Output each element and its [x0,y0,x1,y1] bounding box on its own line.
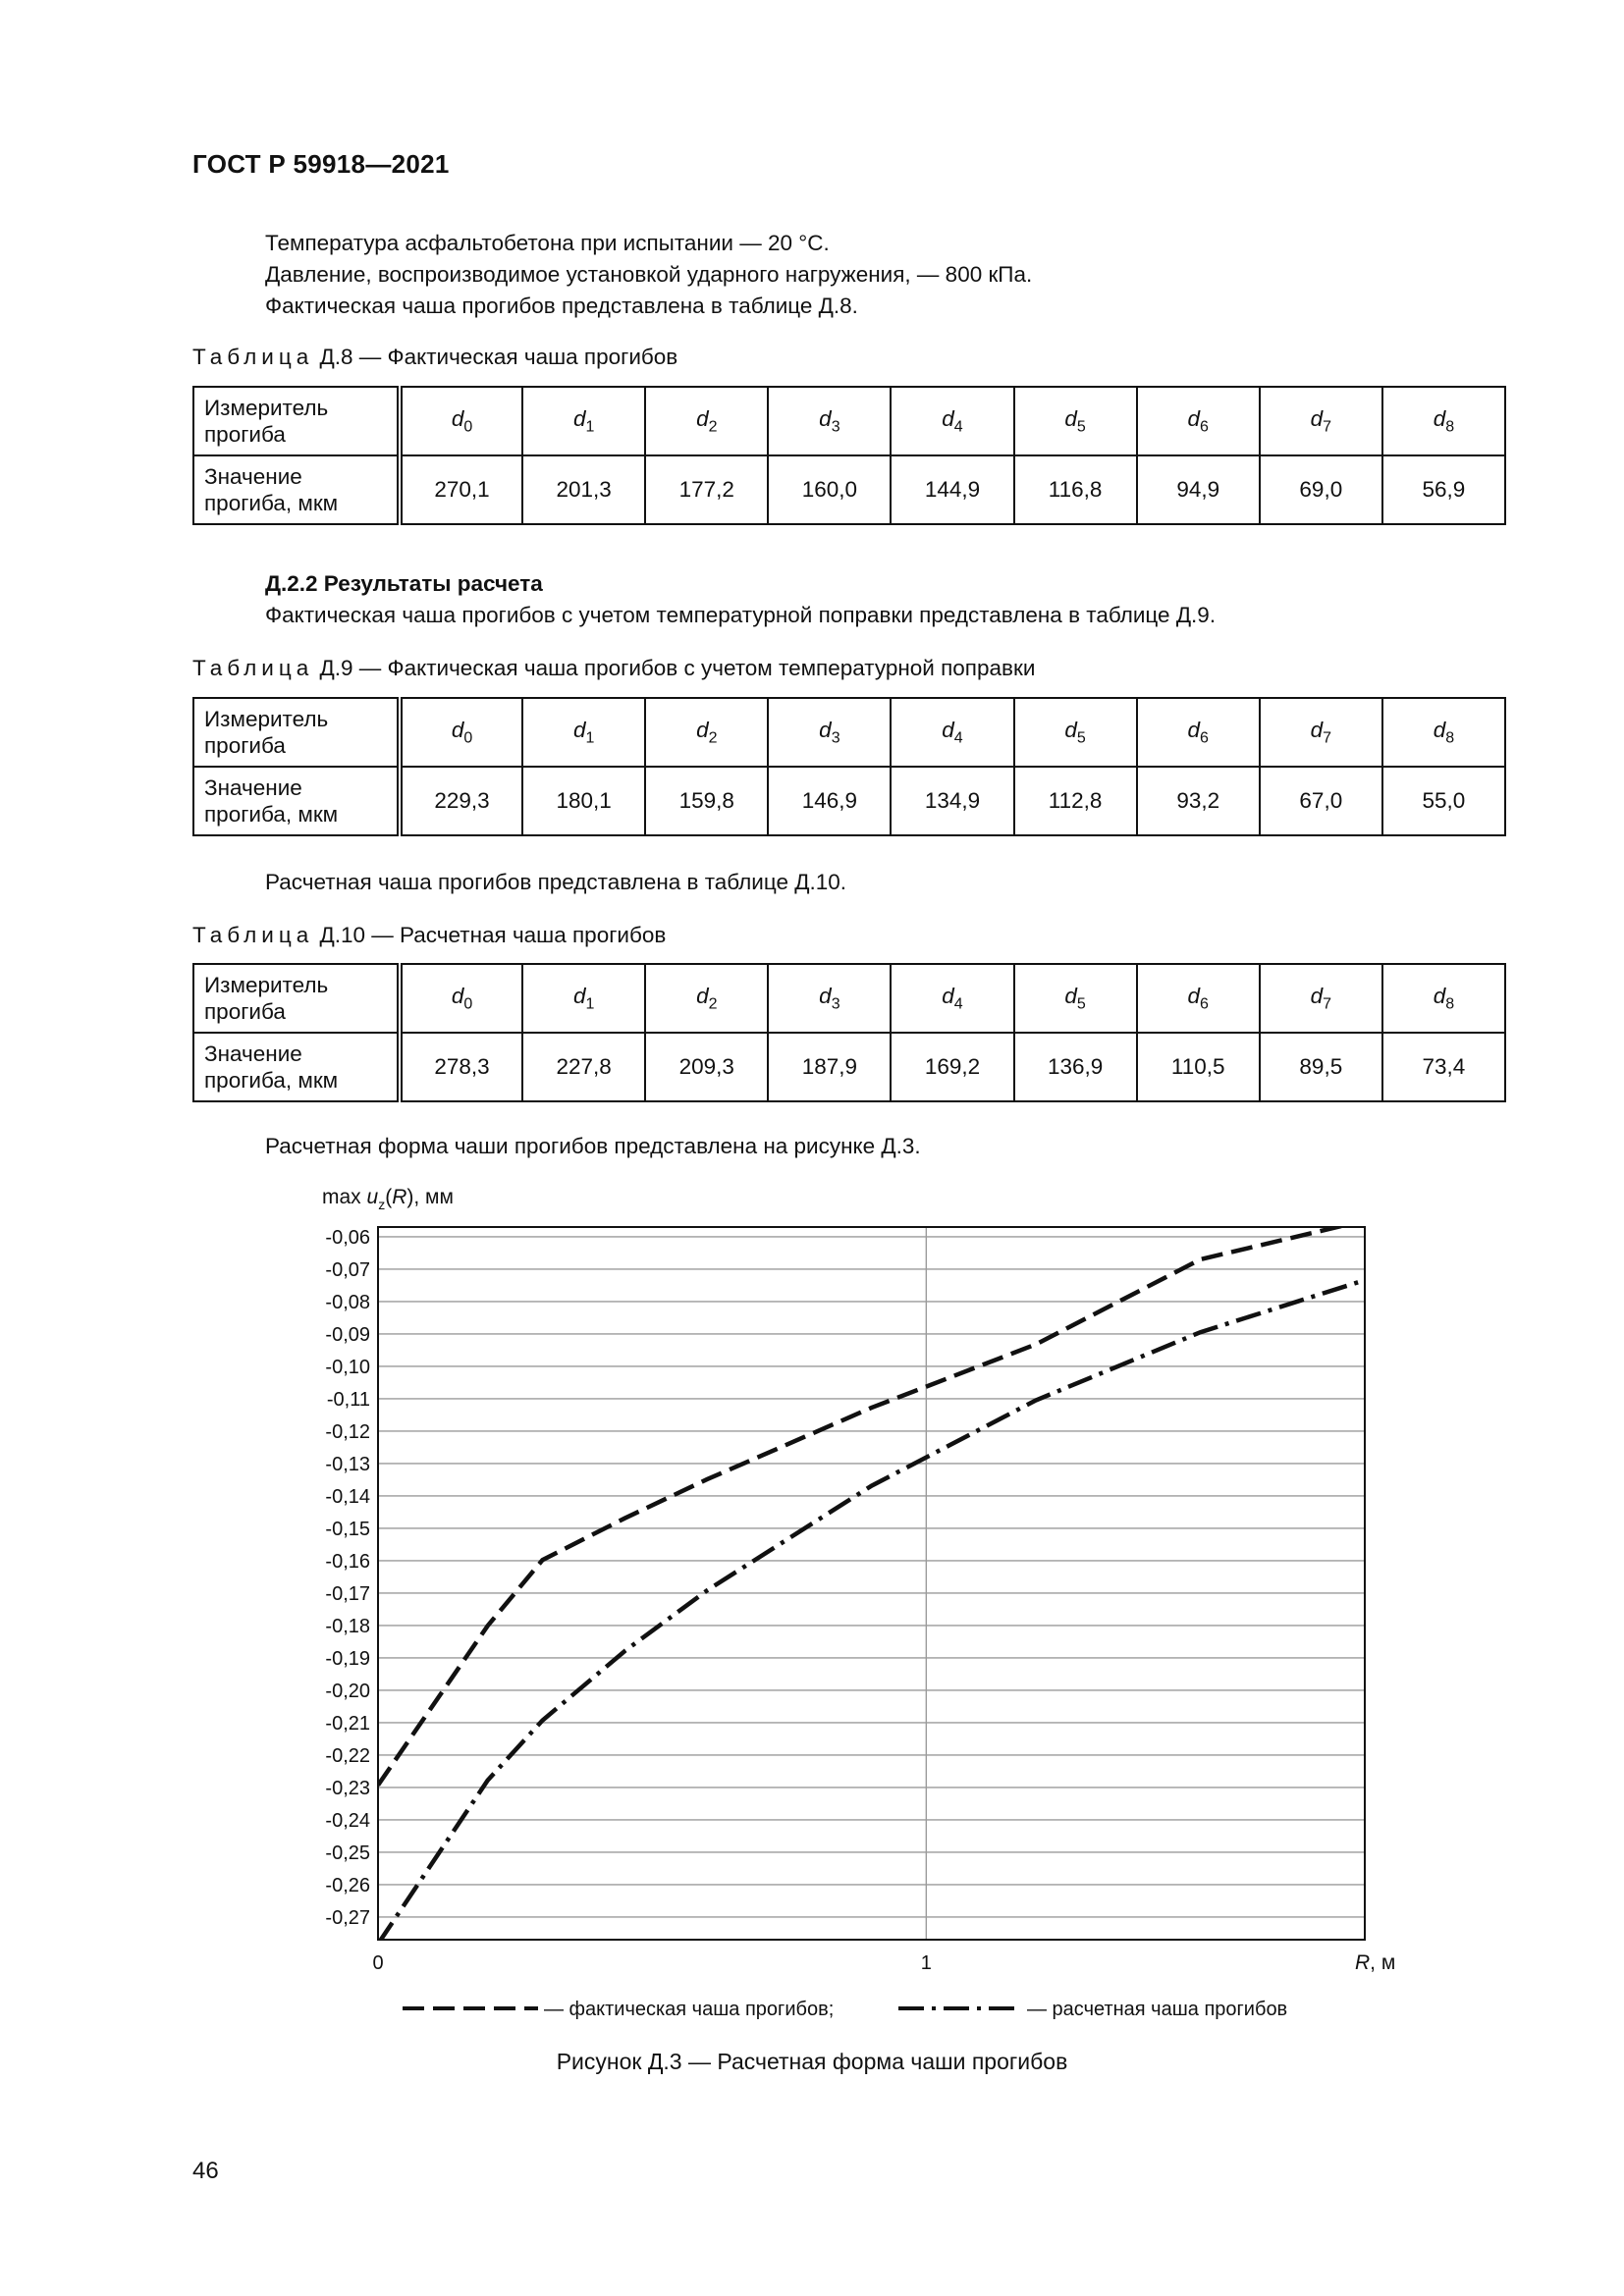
caption-word: Таблица [192,345,314,369]
gauge-header-cell [400,698,522,767]
gauge-index: 6 [1200,995,1209,1013]
value-cell: 180,1 [522,767,645,835]
gauge-index: 6 [1200,418,1209,436]
gauge-symbol: d [1433,405,1446,431]
row-label-value [193,1033,400,1101]
gauge-index: 1 [585,995,595,1013]
table-d10 [192,963,1506,1102]
gauge-header-cell [1260,964,1382,1033]
value-cell: 201,3 [522,455,645,524]
gauge-index: 2 [708,418,718,436]
y-tick-label: -0,18 [325,1615,370,1637]
value-cell: 209,3 [645,1033,768,1101]
value-cell: 56,9 [1382,455,1505,524]
x-axis-label [1355,1951,1395,1974]
gauge-header-cell [1260,698,1382,767]
legend-label: — расчетная чаша прогибов [1027,1999,1288,2020]
y-tick-label: -0,13 [325,1453,370,1475]
y-tick-label: -0,15 [325,1518,370,1540]
gauge-index: 5 [1076,729,1086,747]
value-cell: 69,0 [1260,455,1382,524]
series-line-dashdot [378,1280,1365,1944]
gauge-symbol: d [819,983,832,1008]
label-line: Измеритель [204,707,329,731]
row-label-gauge [193,387,400,455]
value-cell: 229,3 [400,767,522,835]
gauge-symbol: d [572,717,586,742]
gauge-index: 5 [1076,995,1086,1013]
gauge-symbol: d [1310,405,1324,431]
gauge-index: 7 [1323,995,1332,1013]
y-tick-label: -0,11 [326,1388,370,1411]
value-cell: 93,2 [1137,767,1260,835]
value-cell: 112,8 [1014,767,1137,835]
gauge-symbol: d [942,717,954,742]
caption-text: Д.9 — Фактическая чаша прогибов с учетом температурной поправки [313,656,1036,680]
gauge-header-cell [1382,387,1505,455]
value-cell: 278,3 [400,1033,522,1101]
gauge-index: 3 [831,729,840,747]
gauge-index: 8 [1445,729,1455,747]
gauge-symbol: d [451,717,464,742]
gauge-symbol: d [942,405,954,431]
table-d8 [192,386,1506,525]
y-tick-label: -0,25 [325,1842,370,1864]
gauge-row [193,387,1505,455]
gauge-header-cell [768,387,891,455]
legend [403,1999,1287,2020]
gauge-header-cell [891,698,1013,767]
gauge-header-cell [891,387,1013,455]
value-cell: 227,8 [522,1033,645,1101]
row-label-gauge [193,698,400,767]
document-header: ГОСТ Р 59918—2021 [192,149,450,179]
gauge-index: 0 [463,995,473,1013]
gauge-header-cell [891,964,1013,1033]
table-d9-caption [192,656,1035,681]
gauge-index: 4 [953,995,963,1013]
gauge-index: 0 [463,418,473,436]
gauge-index: 3 [831,995,840,1013]
y-tick-label: -0,24 [325,1809,370,1832]
gauge-symbol: d [572,405,586,431]
caption-text: Д.8 — Фактическая чаша прогибов [313,345,678,369]
y-tick-label: -0,12 [325,1420,370,1443]
label-line: Значение [204,1041,302,1066]
label-line: Значение [204,775,302,800]
gauge-header-cell [1137,964,1260,1033]
y-axis-label: $\max u_z(R)$, мм [322,1186,454,1212]
gauge-header-cell [768,698,891,767]
gauge-header-cell [522,698,645,767]
gauge-index: 4 [953,729,963,747]
gauge-row [193,964,1505,1033]
gauge-symbol: d [451,405,464,431]
intro-line: Фактическая чаша прогибов представлена в таблице Д.8. [265,294,858,318]
gauge-index: 4 [953,418,963,436]
intro-line: Давление, воспроизводимое установкой ударного нагружения, — 800 кПа. [265,262,1033,287]
gauge-header-cell [1382,698,1505,767]
y-label-arg: R [392,1186,407,1208]
table-d10-caption [192,923,666,948]
tick-labels [325,1227,931,1974]
x-tick-label: 1 [920,1952,932,1974]
gauge-header-cell [768,964,891,1033]
gauge-header-cell [1014,387,1137,455]
value-cell: 160,0 [768,455,891,524]
y-tick-label: -0,26 [325,1874,370,1896]
deflection-chart [295,1168,1414,2032]
value-cell: 144,9 [891,455,1013,524]
value-cell: 177,2 [645,455,768,524]
gauge-index: 7 [1323,729,1332,747]
value-cell: 89,5 [1260,1033,1382,1101]
gauge-index: 6 [1200,729,1209,747]
label-line: Значение [204,464,302,489]
x-tick-label: 0 [372,1952,384,1974]
y-label-sub: z [378,1197,386,1212]
gauge-index: 0 [463,729,473,747]
gauge-header-cell [645,387,768,455]
gauge-index: 8 [1445,418,1455,436]
gauge-symbol: d [1064,983,1077,1008]
value-cell: 169,2 [891,1033,1013,1101]
intro-paragraph [265,228,1032,322]
y-tick-label: -0,08 [325,1291,370,1313]
y-tick-label: -0,14 [325,1485,370,1508]
gauge-symbol: d [1187,405,1201,431]
gauge-symbol: d [942,983,954,1008]
label-line: прогиба, мкм [204,802,339,827]
gauge-index: 1 [585,729,595,747]
label-line: прогиба, мкм [204,1068,339,1093]
y-tick-label: -0,07 [325,1258,370,1281]
caption-word: Таблица [192,656,314,680]
gauge-index: 2 [708,995,718,1013]
gauge-symbol: d [1310,717,1324,742]
row-label-gauge [193,964,400,1033]
gauge-header-cell [522,964,645,1033]
gauge-index: 8 [1445,995,1455,1013]
y-tick-label: -0,23 [325,1777,370,1799]
label-line: прогиба [204,733,286,758]
grid [378,1227,1365,1940]
gauge-header-cell [522,387,645,455]
gauge-symbol: d [1433,983,1446,1008]
gauge-header-cell [400,387,522,455]
gauge-header-cell [1014,964,1137,1033]
value-cell: 55,0 [1382,767,1505,835]
y-tick-label: -0,27 [325,1906,370,1929]
legend-label: — фактическая чаша прогибов; [544,1999,835,2020]
gauge-symbol: d [696,717,709,742]
gauge-symbol: d [1187,983,1201,1008]
series-line-dashed [378,1220,1365,1785]
y-tick-label: -0,06 [325,1226,370,1249]
row-label-value [193,767,400,835]
value-cell: 73,4 [1382,1033,1505,1101]
y-tick-label: -0,20 [325,1680,370,1702]
gauge-symbol: d [1064,717,1077,742]
value-row [193,1033,1505,1101]
gauge-header-cell [400,964,522,1033]
gauge-header-cell [1014,698,1137,767]
y-tick-label: -0,09 [325,1323,370,1346]
label-line: Измеритель [204,396,329,420]
y-tick-label: -0,21 [325,1712,370,1735]
gauge-symbol: d [572,983,586,1008]
y-tick-label: -0,19 [325,1647,370,1670]
caption-word: Таблица [192,923,314,947]
gauge-header-cell [1260,387,1382,455]
gauge-symbol: d [1433,717,1446,742]
value-cell: 136,9 [1014,1033,1137,1101]
paragraph-d10: Расчетная чаша прогибов представлена в таблице Д.10. [265,870,847,894]
y-tick-label: -0,10 [325,1356,370,1378]
gauge-symbol: d [696,983,709,1008]
gauge-symbol: d [819,717,832,742]
gauge-header-cell [645,964,768,1033]
gauge-header-cell [1382,964,1505,1033]
gauge-symbol: d [819,405,832,431]
label-line: прогиба [204,422,286,447]
page-number: 46 [192,2158,219,2184]
gauge-symbol: d [1064,405,1077,431]
value-cell: 67,0 [1260,767,1382,835]
label-line: прогиба [204,999,286,1024]
value-cell: 270,1 [400,455,522,524]
gauge-header-cell [645,698,768,767]
series-layer [378,1220,1365,1944]
y-label-suffix: , мм [413,1186,454,1208]
gauge-index: 3 [831,418,840,436]
paragraph-figure-ref: Расчетная форма чаши прогибов представлена на рисунке Д.3. [265,1134,921,1158]
y-label-var: u [366,1186,379,1208]
gauge-symbol: d [1187,717,1201,742]
gauge-index: 7 [1323,418,1332,436]
intro-line: Температура асфальтобетона при испытании — 20 °С. [265,231,830,255]
label-line: прогиба, мкм [204,491,339,515]
value-cell: 116,8 [1014,455,1137,524]
y-tick-label: -0,22 [325,1744,370,1767]
table-d8-caption [192,345,677,370]
value-cell: 146,9 [768,767,891,835]
gauge-index: 1 [585,418,595,436]
gauge-symbol: d [1310,983,1324,1008]
value-cell: 159,8 [645,767,768,835]
row-label-value [193,455,400,524]
value-cell: 187,9 [768,1033,891,1101]
value-cell: 94,9 [1137,455,1260,524]
gauge-row [193,698,1505,767]
section-text: Фактическая чаша прогибов с учетом температурной поправки представлена в таблице Д.9. [265,603,1217,627]
x-label-var: R [1355,1951,1371,1974]
gauge-symbol: d [696,405,709,431]
value-cell: 110,5 [1137,1033,1260,1101]
section-heading: Д.2.2 Результаты расчета [265,571,543,596]
x-label-suffix: , м [1370,1951,1396,1974]
gauge-header-cell [1137,387,1260,455]
gauge-index: 2 [708,729,718,747]
caption-text: Д.10 — Расчетная чаша прогибов [313,923,667,947]
value-row [193,767,1505,835]
figure-caption: Рисунок Д.3 — Расчетная форма чаши прогибов [556,2049,1068,2074]
label-line: Измеритель [204,973,329,997]
value-cell: 134,9 [891,767,1013,835]
y-label-prefix: max [322,1186,367,1208]
table-d9 [192,697,1506,836]
gauge-index: 5 [1076,418,1086,436]
gauge-header-cell [1137,698,1260,767]
y-tick-label: -0,17 [325,1582,370,1605]
value-row [193,455,1505,524]
y-tick-label: -0,16 [325,1550,370,1573]
gauge-symbol: d [451,983,464,1008]
